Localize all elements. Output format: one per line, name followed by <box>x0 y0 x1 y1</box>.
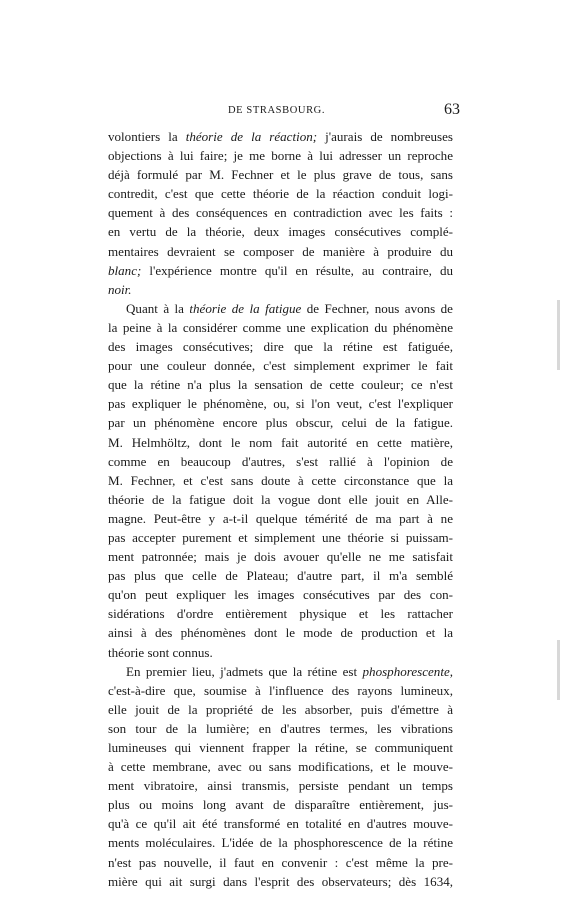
text-segment: la peine à la considérer comme une explication du phénomène <box>108 319 453 335</box>
text-segment: l'expérience montre qu'il en résulte, au contraire, du <box>141 262 453 278</box>
text-segment: des images consécutives; dire que la rétine est fatiguée, <box>108 339 453 355</box>
text-segment: de Fechner, nous avons de <box>301 300 453 316</box>
text-line <box>108 203 453 222</box>
text-line <box>108 681 453 700</box>
text-line <box>108 471 453 490</box>
text-line <box>108 872 453 891</box>
text-line <box>108 795 453 814</box>
text-line <box>108 509 453 528</box>
text-segment: objections à lui faire; je me borne à lui adresser un reproche <box>108 148 453 164</box>
text-segment: par un phénomène encore plus obscur, celui de la fatigue. <box>108 415 453 431</box>
text-line <box>108 375 453 394</box>
text-segment: déjà formulé par M. Fechner et le plus grave de tous, sans <box>108 167 453 183</box>
text-line <box>108 585 453 604</box>
text-line <box>108 700 453 719</box>
text-line <box>108 261 453 280</box>
text-line <box>108 547 453 566</box>
text-segment: quement à des conséquences en contradiction avec les faits : <box>108 205 453 221</box>
text-line <box>108 318 453 337</box>
text-line <box>108 184 453 203</box>
text-segment: que la rétine n'a plus la sensation de cette couleur; ce n'est <box>108 377 453 393</box>
italic-text: théorie de la fatigue <box>189 300 302 316</box>
body-text <box>108 127 453 891</box>
text-line <box>108 604 453 623</box>
text-line <box>108 356 453 375</box>
text-line <box>108 757 453 776</box>
text-line <box>108 528 453 547</box>
text-segment: pas plus que celle de Plateau; d'autre part, il m'a semblé <box>108 568 453 584</box>
text-line <box>108 222 453 241</box>
text-line <box>108 566 453 585</box>
text-segment: sidérations d'ordre entièrement physique et les rattacher <box>108 606 453 622</box>
text-line <box>108 719 453 738</box>
text-segment: Quant à la <box>126 300 190 316</box>
text-line <box>108 280 453 299</box>
text-segment: M. Fechner, et c'est sans doute à cette circonstance que la <box>108 472 453 488</box>
page-edge-mark <box>557 300 560 370</box>
text-line <box>108 738 453 757</box>
text-line <box>108 433 453 452</box>
text-segment: ainsi à des phénomènes dont le mode de production et la <box>108 625 453 641</box>
text-line <box>108 413 453 432</box>
text-line <box>108 165 453 184</box>
text-line <box>108 242 453 261</box>
text-line <box>108 337 453 356</box>
text-segment: pas accepter purement et simplement une théorie si puissam- <box>108 529 453 545</box>
italic-text: noir. <box>108 281 132 297</box>
text-segment: ment vibratoire, ainsi transmis, persiste pendant un temps <box>108 778 453 794</box>
running-head <box>110 103 460 123</box>
text-line <box>108 814 453 833</box>
italic-text: phosphorescente, <box>362 663 453 679</box>
text-line <box>108 853 453 872</box>
text-segment: magne. Peut-être y a-t-il quelque témérité de ma part à ne <box>108 510 453 526</box>
italic-text: blanc; <box>108 262 142 278</box>
text-segment: n'est pas nouvelle, il faut en convenir : c'est même la pre- <box>108 854 453 870</box>
text-segment: à cette membrane, avec ou sans modifications, et le mouve- <box>108 759 453 775</box>
text-segment: comme en beaucoup d'autres, s'est rallié à l'opinion de <box>108 453 453 469</box>
text-line <box>108 452 453 471</box>
text-segment: En premier lieu, j'admets que la rétine est <box>126 663 363 679</box>
text-segment: son tour de la lumière; en d'autres termes, les vibrations <box>108 720 453 736</box>
text-segment: en vertu de la théorie, deux images consécutives complé- <box>108 224 453 240</box>
text-segment: mentaires devraient se composer de manière à produire du <box>108 243 453 259</box>
text-line <box>108 776 453 795</box>
page-number: 63 <box>444 101 460 118</box>
text-segment: qu'on peut expliquer les images consécutives par des con- <box>108 587 453 603</box>
text-segment: théorie sont connus. <box>108 644 213 660</box>
text-line <box>108 833 453 852</box>
text-segment: qu'à ce qu'il ait été transformé en totalité en d'autres mouve- <box>108 816 453 832</box>
text-segment: volontiers la <box>108 129 186 144</box>
text-line <box>108 643 453 662</box>
text-line <box>108 662 453 681</box>
text-segment: j'aurais de nombreuses <box>317 129 453 144</box>
text-segment: plus ou moins long avant de disparaître entièrement, jus- <box>108 797 453 813</box>
text-segment: ment patronnée; mais je dois avouer qu'elle ne me satisfait <box>108 549 453 565</box>
text-segment: pas expliquer le phénomène, ou, si l'on veut, c'est l'expliquer <box>108 396 453 412</box>
text-line <box>108 490 453 509</box>
text-segment: lumineuses qui viennent frapper la rétine, se communiquent <box>108 740 453 755</box>
text-line <box>108 394 453 413</box>
running-title: DE STRASBOURG. <box>228 105 326 116</box>
text-line <box>108 127 453 146</box>
text-segment: théorie de la fatigue doit la vogue dont elle jouit en Alle- <box>108 491 453 507</box>
text-line <box>108 146 453 165</box>
text-segment: pour une couleur donnée, c'est simplement exprimer le fait <box>108 358 453 374</box>
text-segment: mière qui ait surgi dans l'esprit des observateurs; dès 1634, <box>108 873 453 889</box>
text-line <box>108 623 453 642</box>
text-segment: M. Helmhöltz, dont le nom fait autorité en cette matière, <box>108 434 453 450</box>
text-line <box>108 299 453 318</box>
text-segment: c'est-à-dire que, soumise à l'influence des rayons lumineux, <box>108 682 453 698</box>
page-edge-mark <box>557 640 560 700</box>
text-segment: ments moléculaires. L'idée de la phosphorescence de la rétine <box>108 835 453 851</box>
text-segment: elle jouit de la propriété de les absorber, puis d'émettre à <box>108 701 453 717</box>
italic-text: théorie de la réaction; <box>185 129 318 144</box>
text-segment: contredit, c'est que cette théorie de la réaction conduit logi- <box>108 186 453 202</box>
